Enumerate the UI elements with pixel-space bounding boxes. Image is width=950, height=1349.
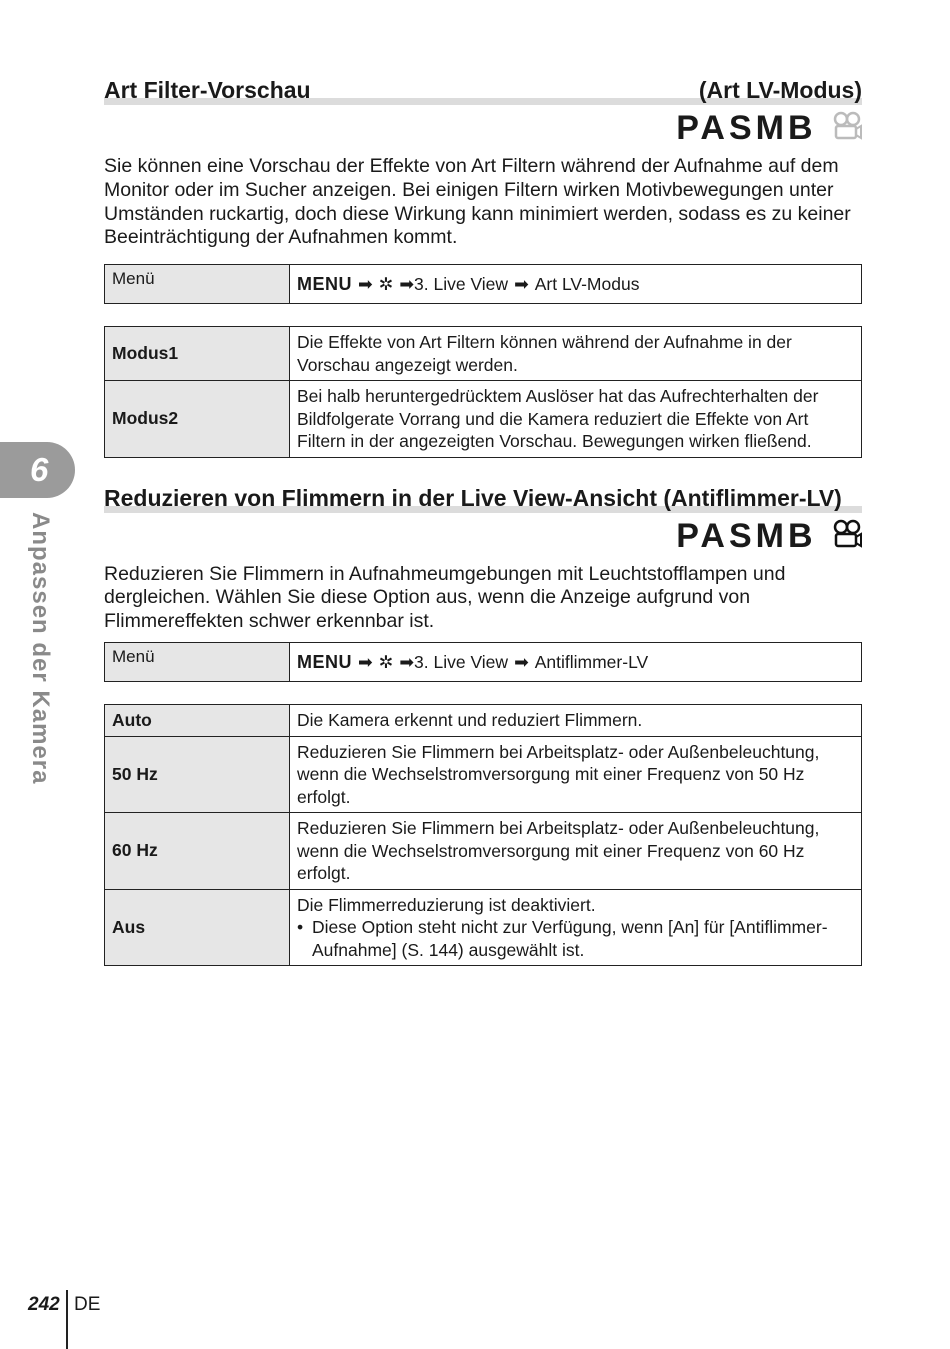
menu-path-table xyxy=(104,642,862,682)
menu-path-table xyxy=(104,264,862,304)
page-content xyxy=(104,0,862,966)
mode-letters: PASMB xyxy=(676,516,817,555)
arrow-right-icon: ➡ xyxy=(399,273,415,294)
footer-divider xyxy=(66,1290,68,1349)
shooting-modes xyxy=(104,107,862,149)
gear-icon: ✲ xyxy=(378,651,394,672)
table-row xyxy=(105,889,862,966)
table-row xyxy=(105,381,862,458)
options-table xyxy=(104,326,862,458)
menu-path xyxy=(297,651,854,674)
option-label: Aus xyxy=(105,889,290,966)
section-subtitle: (Art LV-Modus) xyxy=(698,77,862,103)
option-label: 50 Hz xyxy=(105,736,290,813)
arrow-right-icon: ➡ xyxy=(358,651,373,672)
option-desc: Reduzieren Sie Flimmern bei Arbeitsplatz- oder Außenbeleuchtung, wenn die Wechselstromversorgung mit einer Frequenz von 50 Hz erfolgt. xyxy=(290,736,862,813)
section-title: Art Filter-Vorschau xyxy=(104,77,311,103)
intro-text: Reduzieren Sie Flimmern in Aufnahmeumgebungen mit Leuchtstofflampen und dergleichen. Wählen Sie diese Option aus, wenn die Anzeige aufgrund von Flimmereffekten schwer erkennbar ist. xyxy=(104,562,786,633)
menu-label: Menü xyxy=(105,643,290,682)
option-desc-cell xyxy=(290,889,862,966)
option-label: Modus2 xyxy=(105,381,290,458)
menu-target: Antiflimmer-LV xyxy=(534,651,649,672)
menu-target: Art LV-Modus xyxy=(534,273,640,294)
option-desc: Reduzieren Sie Flimmern bei Arbeitsplatz- oder Außenbeleuchtung, wenn die Wechselstromversorgung mit einer Frequenz von 60 Hz erfolgt. xyxy=(290,813,862,890)
menu-step: 3. Live View xyxy=(414,273,509,294)
shooting-modes xyxy=(104,515,862,557)
chapter-label: Anpassen der Kamera xyxy=(27,512,54,785)
arrow-right-icon: ➡ xyxy=(514,273,529,294)
page-footer xyxy=(0,1290,200,1349)
option-label: Auto xyxy=(105,705,290,737)
page-number: 242 xyxy=(28,1294,60,1315)
table-row xyxy=(105,736,862,813)
chapter-number: 6 xyxy=(30,451,49,488)
options-table xyxy=(104,704,862,966)
bullet-icon: • xyxy=(297,917,304,938)
option-label: 60 Hz xyxy=(105,813,290,890)
table-row xyxy=(105,327,862,381)
mode-letters: PASMB xyxy=(676,109,817,147)
bullet-text: Diese Option steht nicht zur Verfügung, wenn [An] für [Antiflimmer-Aufnahme] (S. 144) ausgewählt ist. xyxy=(312,917,828,960)
section-title: Reduzieren von Flimmern in der Live View-Ansicht (Antiflimmer-LV) xyxy=(104,484,842,511)
gear-icon: ✲ xyxy=(378,273,394,294)
section-heading xyxy=(104,476,862,513)
chapter-tab xyxy=(0,442,75,498)
language-code: DE xyxy=(74,1294,101,1315)
menu-button-label: MENU xyxy=(297,651,352,672)
arrow-right-icon: ➡ xyxy=(514,651,529,672)
option-desc: Die Flimmerreduzierung ist deaktiviert. xyxy=(297,894,596,915)
table-row xyxy=(105,813,862,890)
menu-step: 3. Live View xyxy=(414,651,509,672)
section-heading xyxy=(104,62,862,105)
arrow-right-icon: ➡ xyxy=(358,273,373,294)
intro-text: Sie können eine Vorschau der Effekte von Art Filtern während der Aufnahme auf dem Monitor oder im Sucher anzeigen. Bei einigen Filtern wirken Motivbewegungen unter Umständen ruckartig, doch diese Wirkung kann minimiert werden, sodass es zu keiner Beeinträchtigung der Aufnahmen kommt. xyxy=(104,155,851,249)
bullet-note xyxy=(297,916,854,961)
menu-button-label: MENU xyxy=(297,273,352,294)
menu-path xyxy=(297,273,854,296)
option-label: Modus1 xyxy=(105,327,290,381)
option-desc: Die Kamera erkennt und reduziert Flimmern. xyxy=(290,705,862,737)
table-row xyxy=(105,705,862,737)
movie-camera-icon xyxy=(832,517,862,559)
menu-label: Menü xyxy=(105,265,290,304)
movie-camera-icon xyxy=(832,109,862,151)
option-desc: Bei halb heruntergedrücktem Auslöser hat das Aufrechterhalten der Bildfolgerate Vorrang und die Kamera reduziert die Effekte von Art Filtern in der angezeigten Vorschau. Bewegungen wirken fließend. xyxy=(290,381,862,458)
option-desc: Die Effekte von Art Filtern können während der Aufnahme in der Vorschau angezeigt werden. xyxy=(290,327,862,381)
arrow-right-icon: ➡ xyxy=(399,651,415,672)
